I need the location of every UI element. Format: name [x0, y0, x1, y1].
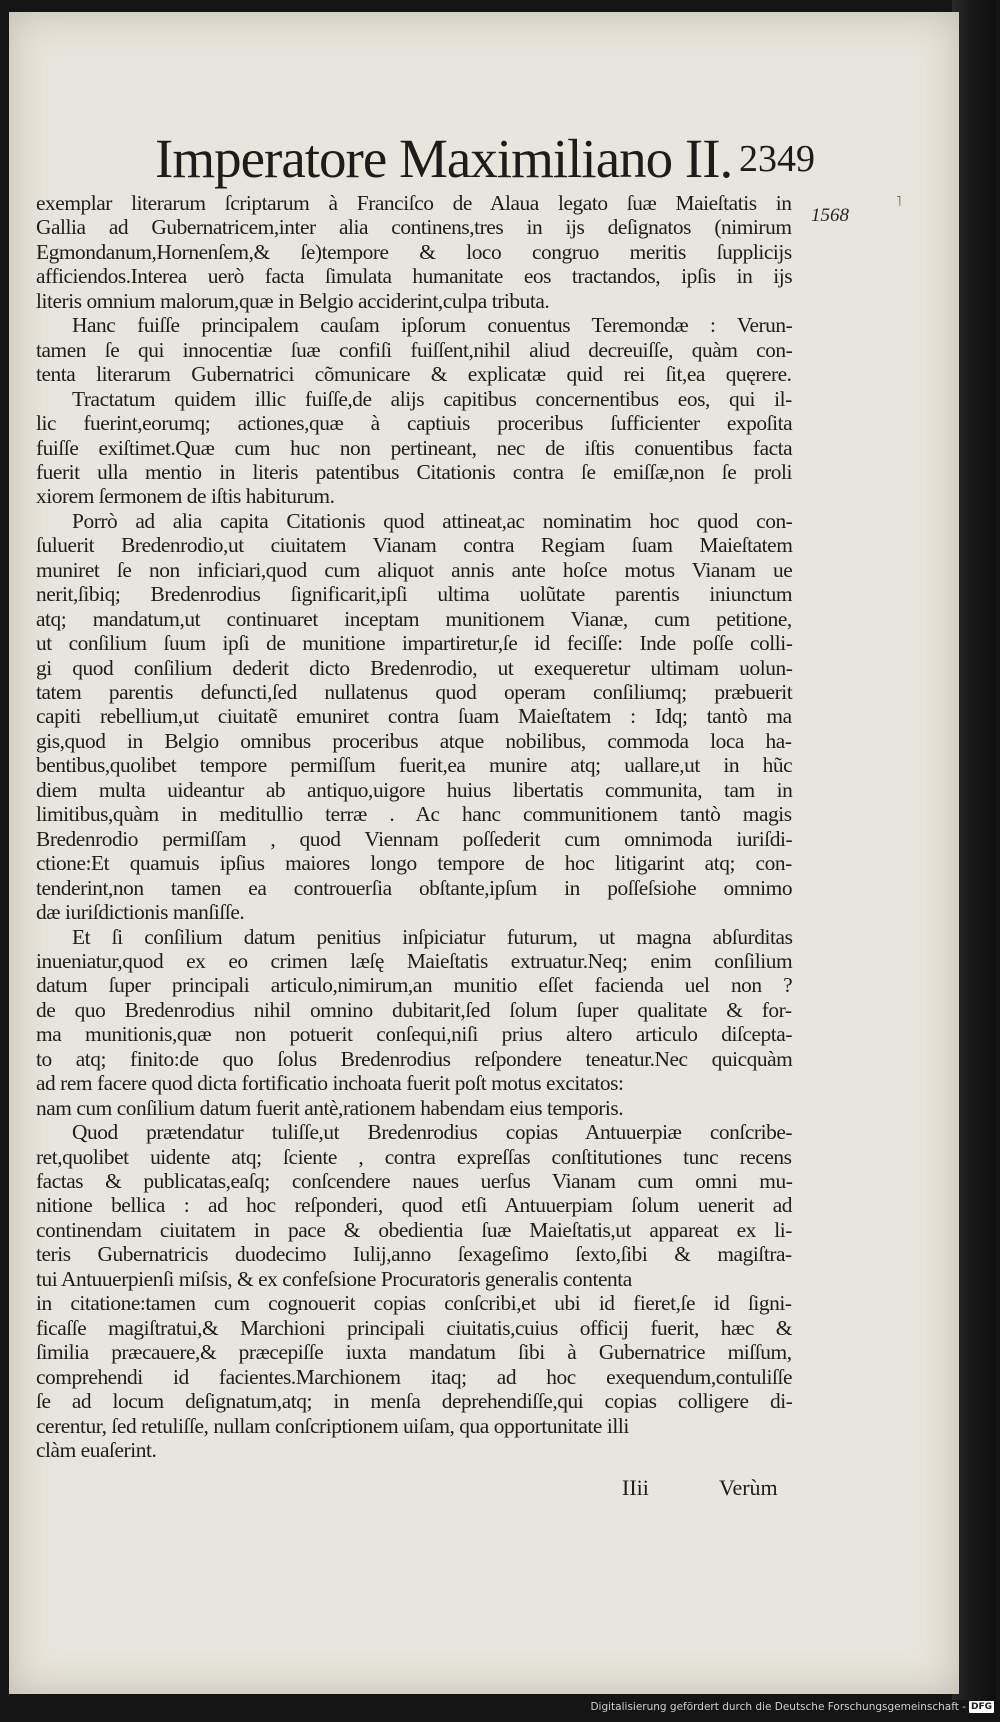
text-line: afficiendos.Interea uerò facta ſimulata humanitate eos tractandos, ipſis in ijs: [36, 264, 793, 288]
text-line: comprehendi id facientes.Marchionem itaq; ad hoc exequendum,contuliſſe: [36, 1365, 793, 1389]
text-line: lic fuerint,eorumq; actiones,quæ à captiuis proceribus ſufficienter expoſita: [36, 411, 793, 435]
text-line: fuerit ulla mentio in literis patentibus Citationis contra ſe emiſſæ,non ſe proli: [36, 460, 793, 484]
text-line: literis omnium malorum,quæ in Belgio acciderint,culpa tributa.: [36, 289, 550, 313]
text-line: nitione bellica : ad hoc reſponderi, quod etſi Antuuerpiam ſolum uenerit ad: [36, 1193, 793, 1217]
catchword: Verùm: [719, 1475, 778, 1500]
text-line: Et ſi conſilium datum penitius inſpiciatur futurum, ut magna abſurditas: [72, 925, 793, 949]
text-line: factas & publicatas,eaſq; conſcendere naues uerſus Vianam cum omni mu-: [36, 1169, 793, 1193]
text-line: tui Antuuerpienſi miſsis, & ex confeſsione Procuratoris generalis contenta: [36, 1267, 632, 1291]
text-line: tenta literarum Gubernatrici cõmunicare & explicatæ quid rei ſit,ea quęrere.: [36, 362, 792, 386]
text-line: to atq; finito:de quo ſolus Bredenrodius reſpondere teneatur.Nec quicquàm: [36, 1047, 793, 1071]
text-line: tatem parentis defuncti,ſed nullatenus quod operam conſiliumq; præbuerit: [36, 680, 793, 704]
text-line: exemplar literarum ſcriptarum à Franciſco de Alaua legato ſuæ Maieſtatis in: [36, 191, 792, 215]
text-line: diem multa uideantur ab antiquo,uigore huius libertatis communita, tam in: [36, 778, 793, 802]
signature-mark: IIii: [622, 1475, 649, 1500]
text-line: ret,quolibet uidente atq; ſciente , contra expreſſas conſtitutiones tunc recens: [36, 1145, 792, 1169]
text-line: Bredenrodio permiſſam , quod Viennam poſſederit cum omnimoda iuriſdi-: [36, 827, 793, 851]
text-line: dæ iuriſdictionis manſiſſe.: [36, 900, 245, 924]
text-line: Gallia ad Gubernatricem,inter alia continens,tres in ijs deſignatos (nimirum: [36, 215, 792, 239]
text-line: cerentur, ſed retuliſſe, nullam conſcriptionem uiſam, qua opportunitate illi: [36, 1414, 629, 1438]
running-title: Imperatore Maximiliano II.: [155, 128, 733, 189]
document-page: [9, 12, 959, 1694]
text-line: in citatione:tamen cum cognouerit copias conſcribi,et ubi id fieret,ſe id ſigni-: [36, 1291, 792, 1315]
text-line: continendam ciuitatem in pace & obedientia ſuæ Maieſtatis,ut appareat ex li-: [36, 1218, 792, 1242]
text-line: atq; mandatum,ut continuaret inceptam munitionem Vianæ, cum petitione,: [36, 607, 792, 631]
text-line: Hanc fuiſſe principalem cauſam ipſorum conuentus Teremondæ : Verun-: [72, 313, 793, 337]
margin-mark: ˥: [896, 195, 902, 210]
text-line: muniret ſe non inficiari,quod cum aliquot annis ante hoſce motus Vianam ue: [36, 558, 793, 582]
catchline: [9, 12, 959, 1694]
text-line: inueniatur,quod ex eo crimen læſę Maieſtatis extruatur.Neq; enim conſilium: [36, 949, 793, 973]
text-line: tamen ſe qui innocentiæ ſuæ confiſi fuiſſent,nihil aliud decreuiſſe, quàm con-: [36, 338, 793, 362]
text-line: de quo Bredenrodius nihil omnino dubitarit,ſed ſolum ſuper qualitate & for-: [36, 998, 792, 1022]
text-line: gis,quod in Belgio omnibus proceribus atque nobilibus, commoda loca ha-: [36, 729, 792, 753]
text-line: datum ſuper principali articulo,nimirum,an munitio eſſet facienda uel non ?: [36, 973, 793, 997]
text-line: Porrò ad alia capita Citationis quod attineat,ac nominatim hoc quod con-: [72, 509, 793, 533]
text-line: ficaſſe magiſtratui,& Marchioni principali ciuitatis,cuius officij fuerit, hæc &: [36, 1316, 792, 1340]
margin-year-note: 1568: [811, 205, 849, 226]
footer-credit: Digitalisierung gefördert durch die Deutsche Forschungsgemeinschaft -: [590, 1701, 966, 1713]
text-line: tenderint,non tamen ea controuerſia obſtante,ipſum in poſſeſsiohe omnimo: [36, 876, 793, 900]
text-line: ma munitionis,quæ non potuerit conſequi,niſi prius altero articulo diſcepta-: [36, 1022, 793, 1046]
text-line: fuiſſe exiſtimet.Quæ cum huc non pertineant, nec de iſtis conuentibus facta: [36, 436, 793, 460]
text-line: ut conſilium ſuum ipſi de munitione impartiretur,ſe id feciſſe: Inde poſſe colli-: [36, 631, 793, 655]
text-line: Tractatum quidem illic fuiſſe,de alijs capitibus concernentibus eos, qui il-: [72, 387, 792, 411]
text-line: bentibus,quolibet tempore permiſſum fuerit,ea munire atq; uallare,ut in hũc: [36, 753, 793, 777]
text-line: nam cum conſilium datum fuerit antè,rationem habendam eius temporis.: [36, 1096, 624, 1120]
text-line: ctione:Et quamuis ipſius maiores longo tempore de hoc litigarint atq; con-: [36, 851, 792, 875]
text-line: ſe ad locum deſignatum,atq; in menſa deprehendiſſe,qui copias colligere di-: [36, 1389, 793, 1413]
text-line: limitibus,quàm in meditullio terræ . Ac hanc communitionem tantò magis: [36, 802, 792, 826]
text-line: ſuluerit Bredenrodio,ut ciuitatem Vianam contra Regiam ſuam Maieſtatem: [36, 533, 793, 557]
text-line: capiti rebellium,ut ciuitatẽ emuniret contra ſuam Maieſtatem : Idq; tantò ma: [36, 704, 792, 728]
digitization-footer: [590, 1701, 994, 1713]
text-line: ſimilia præcauere,& præcepiſſe iuxta mandatum ſibi à Gubernatrice miſſum,: [36, 1340, 792, 1364]
text-line: xiorem ſermonem de iſtis habiturum.: [36, 484, 335, 508]
page-number: 2349: [739, 138, 815, 180]
text-line: gi quod conſilium dederit dicto Bredenrodio, ut exequeretur ultimam uolun-: [36, 656, 793, 680]
text-line: teris Gubernatricis duodecimo Iulij,anno ſexageſimo ſexto,ſibi & magiſtra-: [36, 1242, 792, 1266]
text-line: clàm euaſerint.: [36, 1438, 157, 1462]
text-line: Quod prætendatur tuliſſe,ut Bredenrodius copias Antuuerpiæ conſcribe-: [72, 1120, 793, 1144]
dfg-logo: DFG: [970, 1702, 992, 1712]
text-line: ad rem facere quod dicta fortificatio inchoata fuerit poſt motus excitatos:: [36, 1071, 624, 1095]
text-line: nerit,ſibiq; Bredenrodius ſignificarit,ipſi ultima uolũtate parentis iniunctum: [36, 582, 793, 606]
text-line: Egmondanum,Hornenſem,& ſe)tempore & loco congruo meritis ſupplicijs: [36, 240, 792, 264]
